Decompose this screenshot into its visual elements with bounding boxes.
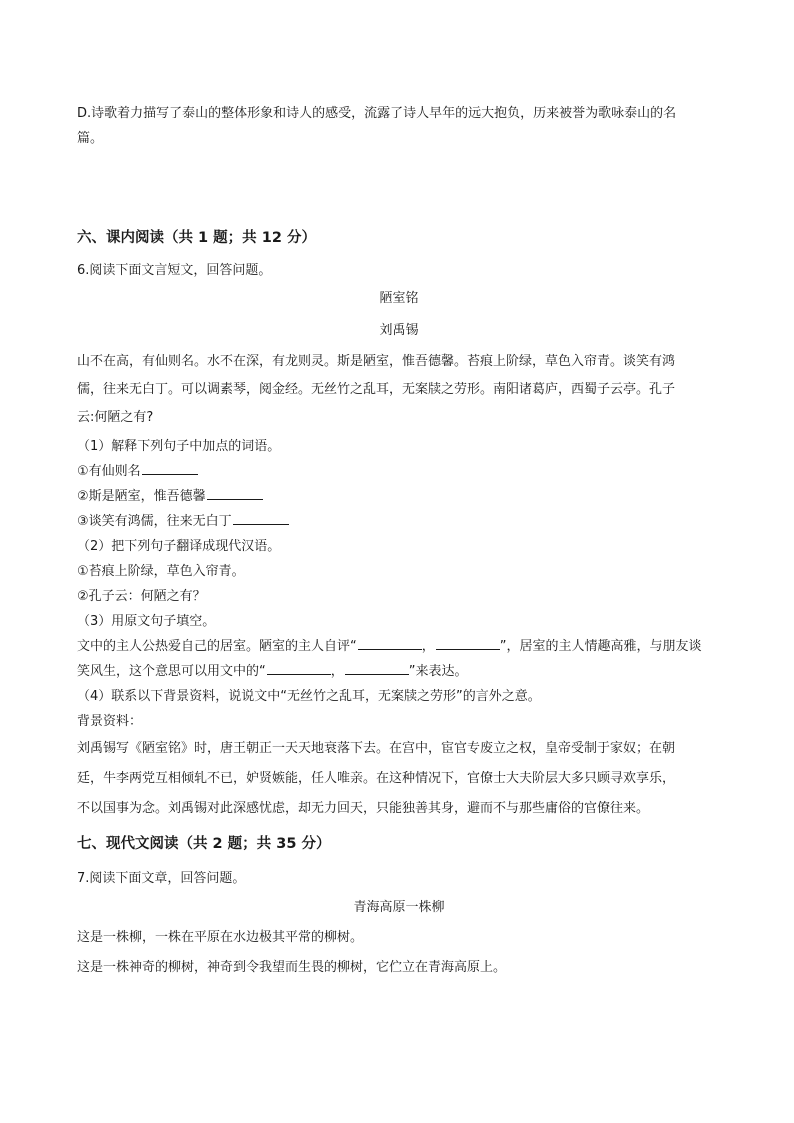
- sub-question-2-item: ②孔子云：何陋之有？: [77, 589, 206, 604]
- passage-line: 儒，往来无白丁。可以调素琴，阅金经。无丝竹之乱耳，无案牍之劳形。南阳诸葛庐，西蜀子云亭。孔子: [77, 382, 676, 397]
- section-7-body: [77, 866, 721, 983]
- answer-blank[interactable]: [207, 485, 263, 500]
- option-d-line: D.诗歌着力描写了泰山的整体形象和诗人的感受，流露了诗人早年的远大抱负，历来被誉为歌咏泰山的名: [77, 106, 677, 121]
- sub-question-3-line: [77, 634, 721, 659]
- option-d: [77, 101, 721, 151]
- passage-title: 陋室铭: [379, 291, 419, 306]
- section-6-heading-block: [77, 226, 721, 251]
- answer-blank[interactable]: [233, 510, 289, 525]
- answer-blank[interactable]: [358, 635, 422, 650]
- sub-question-1-item: [77, 459, 721, 484]
- passage-line: 云:何陋之有?: [77, 410, 154, 425]
- sub-question-1-prompt: （1）解释下列句子中加点的词语。: [77, 439, 281, 454]
- passage-title: 青海高原一株柳: [353, 900, 445, 915]
- fill-text: ”来表达。: [408, 664, 468, 679]
- passage-line: 这是一株柳，一株在平原在水边极其平常的柳树。: [77, 930, 364, 945]
- answer-blank[interactable]: [267, 660, 331, 675]
- answer-blank[interactable]: [142, 460, 198, 475]
- sub-question-1-item: [77, 484, 721, 509]
- sub-question-2-prompt: （2）把下列句子翻译成现代汉语。: [77, 539, 281, 554]
- background-text: [77, 734, 721, 824]
- passage-line: 这是一株神奇的柳树，神奇到令我望而生畏的柳树，它伫立在青海高原上。: [77, 960, 507, 975]
- answer-blank[interactable]: [436, 635, 500, 650]
- fill-text: ，: [421, 639, 435, 654]
- sub-question-3-prompt: （3）用原文句子填空。: [77, 614, 216, 629]
- item-text: ③谈笑有鸿儒，往来无白丁: [77, 514, 232, 529]
- sub-question-2-item: ①苔痕上阶绿，草色入帘青。: [77, 564, 245, 579]
- section-6-body: [77, 258, 721, 824]
- passage-line: 山不在高，有仙则名。水不在深，有龙则灵。斯是陋室，惟吾德馨。苔痕上阶绿，草色入帘青。谈笑有鸿: [77, 354, 676, 369]
- passage-text: [77, 348, 721, 432]
- sub-question-3-line: [77, 659, 721, 684]
- section-7-heading-block: [77, 832, 721, 857]
- background-line: 不以国事为念。刘禹锡对此深感忧虑，却无力回天，只能独善其身，避而不与那些庸俗的官僚往来。: [77, 801, 650, 816]
- sub-question-4-prompt: （4）联系以下背景资料，说说文中“无丝竹之乱耳，无案牍之劳形”的言外之意。: [77, 689, 541, 704]
- question-6-intro: 6.阅读下面文言短文，回答问题。: [77, 263, 272, 278]
- fill-text: ”，居室的主人情趣高雅，与朋友谈: [499, 639, 702, 654]
- fill-text: 笑风生，这个意思可以用文中的“: [77, 664, 266, 679]
- background-line: 刘禹锡写《陋室铭》时，唐王朝正一天天地衰落下去。在宫中，宦官专废立之权，皇帝受制于家奴；在朝: [77, 741, 676, 756]
- fill-text: ，: [330, 664, 344, 679]
- answer-blank[interactable]: [345, 660, 409, 675]
- background-label: 背景资料：: [77, 714, 143, 729]
- item-text: ②斯是陋室，惟吾德馨: [77, 489, 206, 504]
- passage-author: 刘禹锡: [379, 323, 419, 338]
- fill-text: 文中的主人公热爱自己的居室。陋室的主人自评“: [77, 639, 357, 654]
- section-7-heading: 七、现代文阅读（共 2 题；共 35 分）: [77, 836, 331, 852]
- sub-question-1-item: [77, 509, 721, 534]
- section-6-heading: 六、课内阅读（共 1 题；共 12 分）: [77, 230, 316, 246]
- option-d-line: 篇。: [77, 131, 104, 146]
- background-line: 廷，牛李两党互相倾轧不已，妒贤嫉能，任人唯亲。在这种情况下，官僚士大夫阶层大多只顾寻欢享乐，: [77, 771, 676, 786]
- item-text: ①有仙则名: [77, 464, 141, 479]
- question-7-intro: 7.阅读下面文章，回答问题。: [77, 871, 246, 886]
